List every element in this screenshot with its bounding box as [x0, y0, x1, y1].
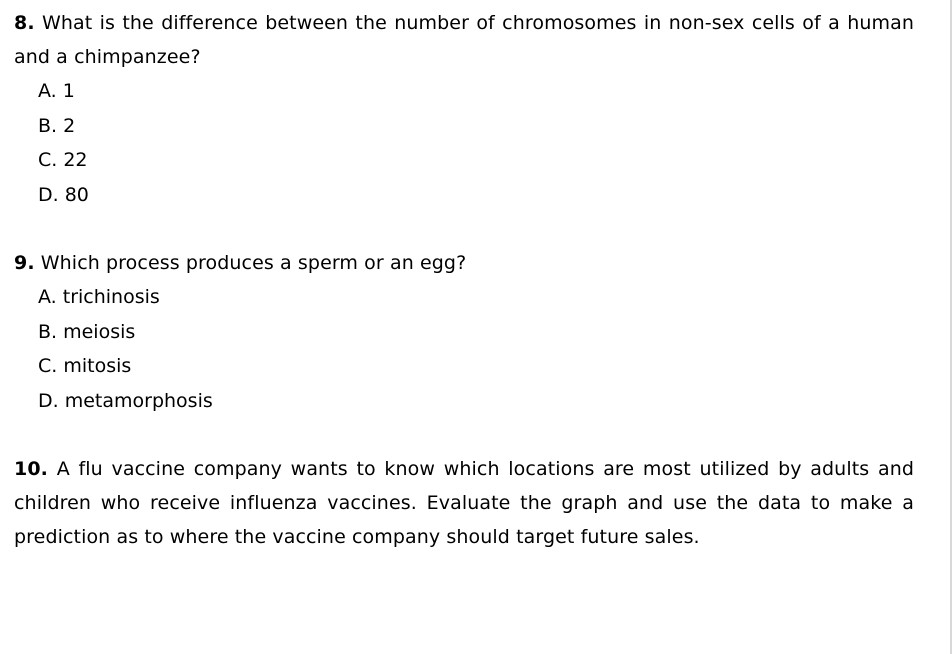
question-8-option-c: C. 22 — [38, 149, 88, 171]
question-8-prompt: What is the difference between the number of chromosomes in non-sex cells of a human and a chimpanzee? — [14, 12, 914, 68]
question-9-options — [14, 280, 914, 418]
question-9-text — [14, 246, 914, 280]
question-8-options — [14, 74, 914, 212]
question-8 — [14, 6, 914, 212]
question-8-option-b: B. 2 — [38, 114, 76, 137]
question-9-option-a: A. trichinosis — [38, 286, 160, 308]
question-8-option-a: A. 1 — [38, 80, 75, 102]
question-9-prompt: Which process produces a sperm or an egg? — [40, 252, 467, 274]
question-9 — [14, 246, 914, 418]
question-8-text — [14, 6, 914, 74]
question-10-number: 10. — [14, 458, 48, 480]
question-9-number: 9. — [14, 252, 35, 274]
question-8-option-d: D. 80 — [38, 183, 89, 206]
question-8-number: 8. — [14, 12, 35, 34]
question-9-option-b: B. meiosis — [38, 320, 136, 343]
question-10-prompt: A flu vaccine company wants to know which locations are most utilized by adults and children who receive influenza vaccines. Evaluate the graph and use the data to make a prediction as to where the vaccine company should target future sales. — [14, 458, 914, 548]
question-9-option-d: D. metamorphosis — [38, 389, 213, 412]
question-10-text — [14, 452, 914, 554]
question-10 — [14, 452, 914, 554]
question-9-option-c: C. mitosis — [38, 355, 132, 377]
